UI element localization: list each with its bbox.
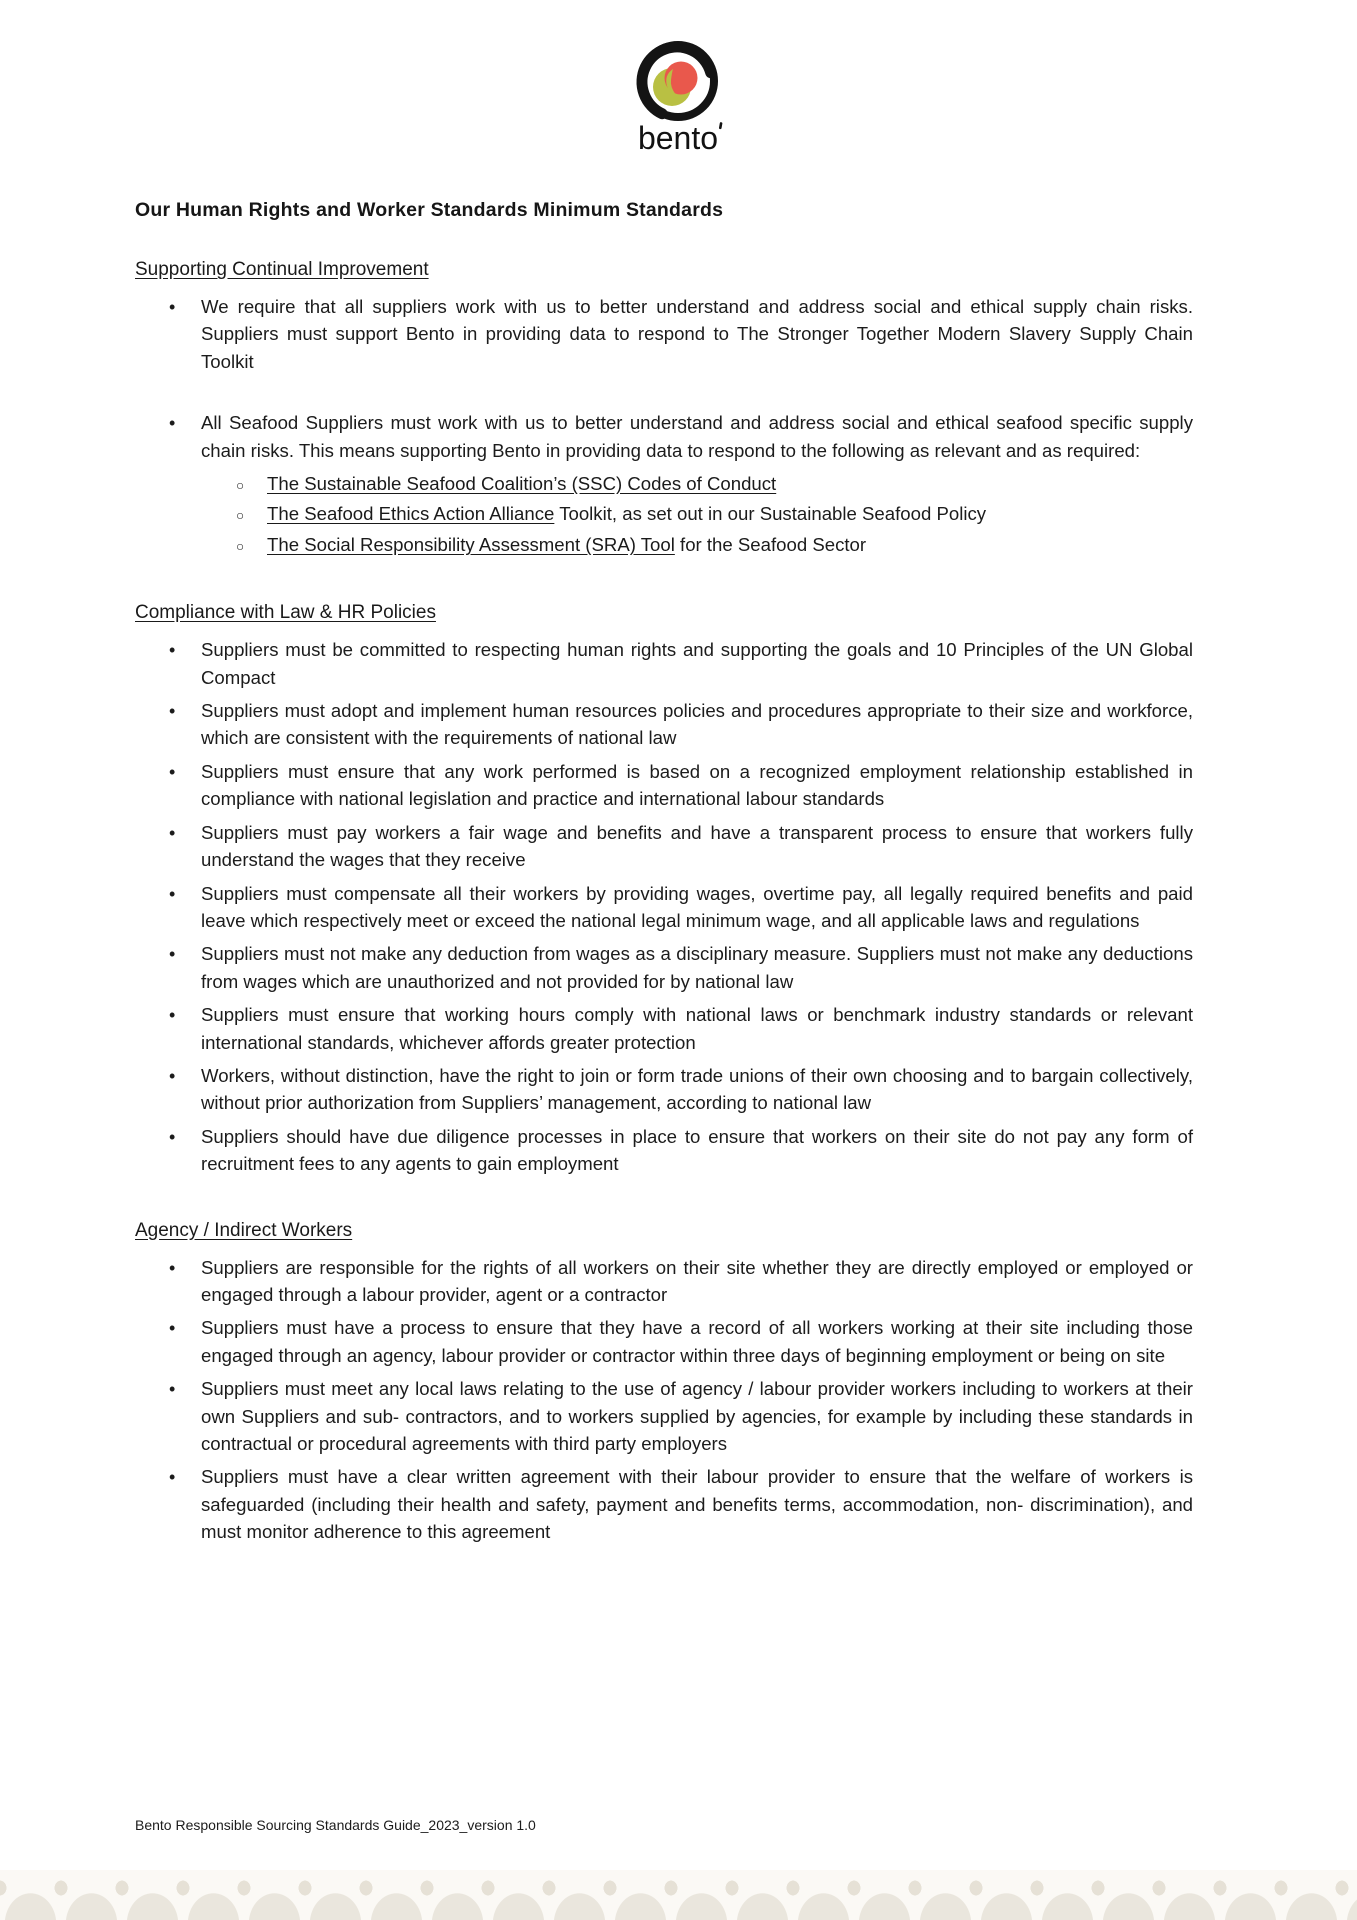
section-heading: Compliance with Law & HR Policies: [135, 602, 436, 624]
bullet-icon: [169, 758, 201, 813]
bullet-item: [135, 880, 1193, 935]
page-title: Our Human Rights and Worker Standards Minimum Standards: [135, 199, 724, 221]
bullet-text: Suppliers should have due diligence processes in place to ensure that workers on their site do not pay any form of recruitment fees to any agents to gain employment: [201, 1125, 1193, 1175]
bullet-text: Suppliers must ensure that any work performed is based on a recognized employment relationship established in compliance with national legislation and practice and international labour standards: [201, 760, 1193, 810]
bullet-text: Suppliers must compensate all their workers by providing wages, overtime pay, all legally required benefits and paid leave which respectively meet or exceed the national legal minimum wage, and all applicable laws and regulations: [201, 882, 1193, 931]
bullet-text: We require that all suppliers work with us to better understand and address social and ethical supply chain risks. Suppliers must support Bento in providing data to respond to The Stronger Together Modern Slavery Supply Chain Toolkit: [201, 296, 1193, 372]
section-supporting-continual-improvement: [135, 259, 1193, 560]
bento-logo: [614, 36, 744, 163]
bullet-item: [135, 1254, 1193, 1309]
sub-bullet-rest: for the Seafood Sector: [674, 533, 867, 555]
footer-text: Bento Responsible Sourcing Standards Guide_2023_version 1.0: [135, 1817, 536, 1833]
bullet-text: Suppliers are responsible for the rights of all workers on their site whether they are directly employed or employed or engaged through a labour provider, agent or a contractor: [201, 1256, 1193, 1305]
brand-text: bento: [637, 120, 718, 156]
bullet-icon: [169, 1314, 201, 1369]
bullet-text: Suppliers must be committed to respecting human rights and supporting the goals and 10 Principles of the UN Global Compact: [201, 639, 1193, 688]
bullet-item: [135, 758, 1193, 813]
bullet-text: Suppliers must not make any deduction from wages as a disciplinary measure. Suppliers must not make any deductions from wages which are unauthorized and not provided for by national law: [201, 943, 1193, 992]
sub-bullet-text: [267, 500, 1193, 529]
bullet-icon: [169, 1375, 201, 1457]
bullet-item: [135, 636, 1193, 691]
sub-bullet-text: [267, 531, 1193, 560]
bullet-text: Suppliers must adopt and implement human resources policies and procedures appropriate to their size and workforce, which are consistent with the requirements of national law: [201, 700, 1193, 749]
bullet-item: [135, 940, 1193, 995]
bullet-text: Suppliers must ensure that working hours comply with national laws or benchmark industry standards or relevant international standards, whichever affords greater protection: [201, 1004, 1193, 1053]
document-link-seafood-ethics-alliance[interactable]: The Seafood Ethics Action Alliance: [267, 503, 555, 525]
bullet-icon: [169, 1463, 201, 1545]
bullet-item: [135, 409, 1193, 464]
bullet-item: [135, 819, 1193, 874]
bullet-icon: [169, 940, 201, 995]
bullet-item: [135, 1463, 1193, 1545]
sub-bullet-icon: [236, 500, 267, 529]
bullet-icon: [169, 1123, 201, 1178]
bullet-icon: [169, 1062, 201, 1117]
section-agency-indirect-workers: [135, 1220, 1193, 1546]
brand-tick-icon: [718, 122, 722, 129]
bullet-item: [135, 697, 1193, 752]
sub-bullet-rest: Toolkit, as set out in our Sustainable Seafood Policy: [554, 503, 987, 525]
section-compliance-law-hr: [135, 602, 1193, 1177]
bento-logo-icon: [616, 36, 742, 158]
bullet-icon: [169, 1001, 201, 1056]
bullet-text: Suppliers must meet any local laws relating to the use of agency / labour provider workers including to workers at their own Suppliers and sub- contractors, and to workers supplied by agencies, for example by including these standards in contractual or procedural agreements with third party employers: [201, 1378, 1193, 1454]
bullet-item: [135, 1375, 1193, 1457]
section-heading: Agency / Indirect Workers: [135, 1219, 353, 1241]
bullet-text: All Seafood Suppliers must work with us to better understand and address social and ethical seafood specific supply chain risks. This means supporting Bento in providing data to respond to the following as relevant and as required:: [201, 412, 1193, 461]
bullet-item: [135, 1001, 1193, 1056]
bullet-item: [135, 1314, 1193, 1369]
bullet-icon: [169, 697, 201, 752]
bullet-text: Workers, without distinction, have the right to join or form trade unions of their own choosing and to bargain collectively, without prior authorization from Suppliers’ management, according to national law: [201, 1064, 1193, 1114]
bullet-icon: [169, 819, 201, 874]
sub-bullet-item: [135, 500, 1193, 529]
bullet-text: Suppliers must pay workers a fair wage and benefits and have a transparent process to ensure that workers fully understand the wages that they receive: [201, 821, 1193, 871]
section-heading: Supporting Continual Improvement: [135, 259, 429, 280]
sub-bullet-icon: [236, 470, 267, 499]
sub-bullet-item: [135, 470, 1193, 499]
sub-bullet-text: [267, 470, 1193, 499]
bullet-icon: [169, 636, 201, 691]
sub-bullet-icon: [236, 531, 267, 560]
bullet-icon: [169, 1254, 201, 1309]
bullet-text: Suppliers must have a clear written agreement with their labour provider to ensure that the welfare of workers is safeguarded (including their health and safety, payment and benefits terms, accommodation, non- discrimination), and must monitor adherence to this agreement: [201, 1466, 1193, 1543]
bullet-item: [135, 1123, 1193, 1178]
sub-bullet-item: [135, 531, 1193, 560]
document-link-sra-tool[interactable]: The Social Responsibility Assessment (SRA) Tool: [267, 533, 675, 555]
document-body: [135, 199, 1193, 1588]
bullet-icon: [169, 293, 201, 375]
bullet-text: Suppliers must have a process to ensure that they have a record of all workers working at their site including those engaged through an agency, labour provider or contractor within three days of beginning employment or being on site: [201, 1317, 1193, 1366]
bullet-icon: [169, 880, 201, 935]
document-link-ssc-codes[interactable]: The Sustainable Seafood Coalition’s (SSC) Codes of Conduct: [267, 473, 777, 495]
bullet-icon: [169, 409, 201, 464]
bullet-item: [135, 293, 1193, 375]
bullet-item: [135, 1062, 1193, 1117]
scallop-border-decoration: [0, 1870, 1357, 1920]
